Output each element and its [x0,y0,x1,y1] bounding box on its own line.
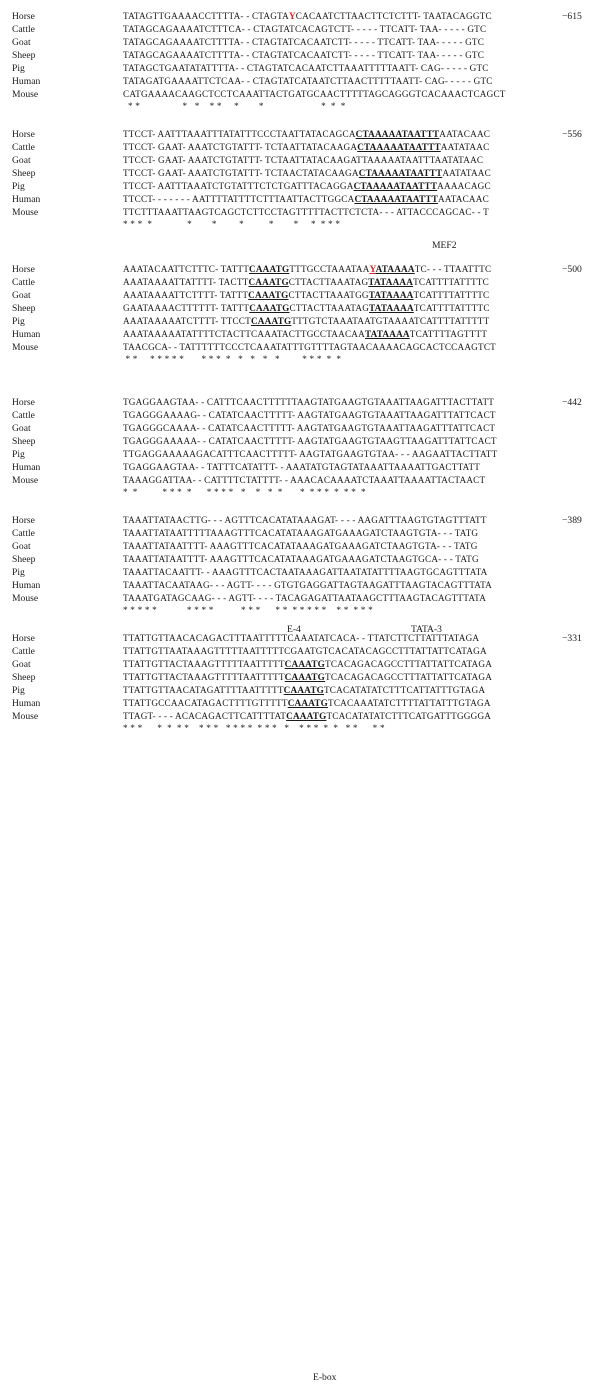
species-label: Horse [12,264,35,275]
species-label: Goat [12,423,31,434]
position-label: −500 [562,264,582,275]
motif-highlight: CTAAAAATAATTT [357,142,441,152]
sequence-segment: AAAACAGC [437,181,491,191]
species-label: Cattle [12,142,35,153]
species-label: Mouse [12,593,39,604]
motif-highlight: CTAAAAATAATTT [358,168,443,178]
motif-label: MEF2 [432,240,457,251]
sequence-segment: AATACAAC [438,194,489,204]
sequence-row [0,276,600,289]
sequence-text [123,36,484,49]
sequence-row [0,62,600,75]
species-label: Mouse [12,342,39,353]
sequence-text [123,341,496,354]
motif-highlight: CAAATG [249,264,290,274]
sequence-row [0,540,600,553]
sequence-row [0,527,600,540]
sequence-segment: TATAGCAGAAAATCTTTCA- - CTAGTATCACAGTCTT- - - - - TTCATT- TAA- - - - - GTC [123,24,487,34]
sequence-segment: TGAGGGCAAAA- - CATATCAACTTTTT- AAGTATGAAGTGTAAATTAAGATTTATTCACT [123,423,496,433]
sequence-segment: TTTGCCTAAATAA [289,264,370,274]
sequence-segment: TTATTGCCAACATAGACTTTTGTTTTT [123,698,288,708]
species-label: Sheep [12,436,36,447]
species-label: Goat [12,290,31,301]
motif-label: E-box [313,1372,337,1383]
species-label: Mouse [12,475,39,486]
sequence-text [123,540,478,553]
sequence-row [0,263,600,276]
alignment-block [0,10,600,120]
sequence-segment: TAAATTATAACTTG- - - AGTTTCACATATAAAGAT- - - - AAGATTTAAGTGTAGTTTATT [123,515,487,525]
conservation-stars: * * * * * * * * * * * [123,101,346,111]
snp-marker: Y [369,264,376,274]
species-label: Goat [12,541,31,552]
sequence-segment: TCATTTTATTTTC [413,290,490,300]
sequence-segment: TTATTGTTACTAAAGTTTTTAATTTTT [123,659,285,669]
sequence-text [123,289,489,302]
sequence-text [123,128,490,141]
species-label: Pig [12,181,25,192]
alignment-block [0,396,600,506]
sequence-segment: TGAGGGAAAAG- - CATATCAACTTTTT- AAGTATGAAGTGTAAATTAAGATTTATTCACT [123,410,496,420]
sequence-text [123,474,485,487]
sequence-text [123,579,492,592]
sequence-text [123,435,497,448]
position-label: −556 [562,129,582,140]
sequence-segment: CATGAAAACAAGCTCCTCAAATTACTGATGCAACTTTTTAGCAGGGTCACAAACTCAGCT [123,89,506,99]
alignment-block [0,128,600,238]
sequence-text [123,658,492,671]
species-label: Cattle [12,646,35,657]
sequence-text [123,671,492,684]
sequence-text [123,10,492,23]
sequence-segment: TATAGCAGAAAATCTTTTA- - CTAGTATCACAATCTT- - - - - TTCATT- TAA- - - - - GTC [123,37,485,47]
sequence-text [123,302,490,315]
sequence-text [123,88,506,101]
sequence-row [0,684,600,697]
sequence-text [123,154,483,167]
sequence-row [0,206,600,219]
position-label: −331 [562,633,582,644]
sequence-row [0,396,600,409]
sequence-text [123,697,491,710]
sequence-segment: TAAATTACAATTT- - AAAGTTTCACTAATAAAGATTAATATATTTTAAGTGCAGTTTATA [123,567,488,577]
sequence-row [0,49,600,62]
sequence-text [123,62,489,75]
sequence-segment: TATAGCTGAATATATTTTA- - CTAGTATCACAATCTTAAATTTTTAATT- CAG- - - - - GTC [123,63,489,73]
species-label: Horse [12,633,35,644]
sequence-row [0,341,600,354]
sequence-segment: TCATTTTATTTTC [413,277,489,287]
sequence-text [123,23,486,36]
sequence-row [0,315,600,328]
sequence-row [0,474,600,487]
sequence-row [0,302,600,315]
sequence-row [0,658,600,671]
sequence-segment: TATAGCAGAAAATCTTTTA- - CTAGTATCACAATCTT- - - - - TTCATT- TAA- - - - - GTC [123,50,485,60]
position-label: −389 [562,515,582,526]
sequence-segment: TAAATTACAATAAG- - - AGTT- - - - GTGTGAGGATTAGTAAGATTTAAGTACAGTTTATA [123,580,493,590]
species-label: Sheep [12,554,36,565]
sequence-text [123,448,497,461]
species-label: Sheep [12,50,36,61]
sequence-segment: TAAATTATAATTTT- AAAGTTTCACATATAAAGATGAAAGATCTAAGTGCA- - - TATG [123,554,479,564]
species-label: Sheep [12,168,36,179]
sequence-segment: TAAATTATAATTTT- AAAGTTTCACATATAAAGATGAAAGATCTAAGTGTA- - - TATG [123,541,478,551]
sequence-text [123,328,487,341]
alignment-block [0,514,600,624]
species-label: Pig [12,316,25,327]
sequence-text [123,409,496,422]
alignment-block [0,632,600,742]
sequence-segment: GAATAAAACTTTTTT- TATTT [123,303,250,313]
sequence-segment: TAAAGGATTAA- - CATTTTCTATTTT- - AAACACAAAATCTAAATTAAAATTACTAACT [123,475,486,485]
conservation-stars: * * * * * * * * * * * * * * * * * * * * [123,354,342,364]
sequence-row [0,141,600,154]
sequence-segment: CTTACTTAAATGG [288,290,369,300]
sequence-segment: TTCCT- - - - - - - AATTTTATTTTCTTTAATTACTTGGCA [123,194,355,204]
sequence-row [0,514,600,527]
sequence-row [0,461,600,474]
sequence-text [123,422,495,435]
motif-highlight: ATAAAA [375,264,415,274]
sequence-segment: TATAGATGAAAATTCTCAA- - CTAGTATCATAATCTTAACTTTTTAATT- CAG- - - - - GTC [123,76,493,86]
sequence-segment: TATAGTTGAAAACCTTTTA- - CTAGTA [123,11,289,21]
sequence-text [123,49,484,62]
sequence-text [123,514,487,527]
sequence-segment: TCACAGACAGCCTTTATTATTCATAGA [325,659,493,669]
species-label: Sheep [12,303,36,314]
species-label: Horse [12,11,35,22]
sequence-row [0,435,600,448]
motif-highlight: CAAATG [286,711,327,721]
motif-highlight: CTAAAAATAATTT [354,194,439,204]
species-label: Pig [12,449,25,460]
species-label: Human [12,329,41,340]
motif-highlight: CTAAAAATAATTT [353,181,438,191]
sequence-row [0,10,600,23]
sequence-text [123,632,479,645]
motif-highlight: CAAATG [248,277,289,287]
species-label: Human [12,462,41,473]
sequence-text [123,566,488,579]
sequence-segment: TTCCT- AATTTAAATCTGTATTTCTCTGATTTACAGGA [123,181,354,191]
sequence-row [0,289,600,302]
sequence-segment: AAATACAATTCTTTC- TATTT [123,264,250,274]
motif-label: TATA-3 [411,624,442,635]
sequence-row [0,193,600,206]
species-label: Human [12,698,41,709]
sequence-segment: TTTGTCTAAATAATGTAAAATCATTTTATTTTT [291,316,490,326]
sequence-row [0,409,600,422]
species-label: Goat [12,155,31,166]
sequence-row [0,75,600,88]
sequence-segment: AAATAAAATTCTTTT- TATTT [123,290,249,300]
sequence-text [123,315,489,328]
sequence-text [123,527,478,540]
motif-highlight: CTAAAAATAATTT [355,129,440,139]
sequence-segment: TTATTGTTACTAAAGTTTTTAATTTTT [123,672,285,682]
motif-highlight: TATAAAA [368,290,414,300]
motif-label: E-4 [287,624,301,635]
species-label: Cattle [12,528,35,539]
motif-highlight: TATAAAA [368,277,414,287]
snp-marker: Y [288,11,296,21]
species-label: Pig [12,63,25,74]
sequence-row [0,422,600,435]
sequence-segment: AAATAAAAATATTTTCTACTTCAAATACTTGCCTAACAA [123,329,365,339]
sequence-row [0,448,600,461]
sequence-segment: TAAATTATAATTTTTAAAGTTTCACATATAAAGATGAAAGATCTAAGTGTA- - - TATG [123,528,479,538]
sequence-row [0,180,600,193]
species-label: Horse [12,129,35,140]
sequence-row [0,566,600,579]
species-label: Mouse [12,89,39,100]
sequence-segment: TGAGGAAGTAA- - CATTTCAACTTTTTTAAGTATGAAGTGTAAATTAAGATTTACTTATT [123,397,495,407]
motif-highlight: CAAATG [284,672,326,682]
sequence-segment: CTTACTTAAATAG [288,277,369,287]
sequence-segment: TGAGGGAAAAA- - CATATCAACTTTTT- AAGTATGAAGTGTAAGTTAAGATTTATTCACT [123,436,497,446]
sequence-segment: TCATTTTAGTTTT [409,329,488,339]
sequence-segment: TC- - - TTAATTTC [414,264,492,274]
sequence-segment: AAATAAAATTATTTT- TACTT [123,277,249,287]
sequence-text [123,710,491,723]
sequence-row [0,36,600,49]
sequence-segment: AATACAAC [439,129,491,139]
sequence-segment: AAATAAAAATCTTTT- TTCCT [123,316,251,326]
sequence-text [123,75,493,88]
sequence-text [123,645,487,658]
sequence-row [0,579,600,592]
position-label: −615 [562,11,582,22]
sequence-text [123,396,494,409]
sequence-segment: TTGAGGAAAAAGACATTTCAACTTTTT- AAGTATGAAGTGTAA- - - AAGAATTACTTATT [123,449,498,459]
sequence-segment: TCACATATATCTTTCATTATTTGTAGA [324,685,486,695]
sequence-segment: TAACGCA- - TATTTTTTCCCTCAAATATTTGTTTTAGTAACAAAACAGCACTCCAAGTCT [123,342,496,352]
sequence-text [123,592,486,605]
sequence-segment: TTCCT- GAAT- AAATCTGTATTT- TCTAACTATACAAGA [123,168,359,178]
sequence-row [0,671,600,684]
sequence-row [0,88,600,101]
sequence-segment: TTCCT- GAAT- AAATCTGTATTT- TCTAATTATACAAGA [123,142,358,152]
sequence-segment: TTAGT- - - - ACACAGACTTCATTTTAT [123,711,287,721]
sequence-row [0,710,600,723]
motif-highlight: CAAATG [287,698,329,708]
species-label: Cattle [12,24,35,35]
sequence-row [0,23,600,36]
sequence-row [0,328,600,341]
sequence-text [123,141,489,154]
conservation-stars: * * * * * * * * * * * * * * * * * * * * * * [123,487,366,497]
sequence-text [123,180,491,193]
sequence-segment: TGAGGAAGTAA- - TATTTCATATTT- - AAATATGTAGTATAAATTAAAATTGACTTATT [123,462,481,472]
species-label: Horse [12,397,35,408]
sequence-segment: TCATTTTATTTTC [413,303,490,313]
sequence-segment: CTTACTTAAATAG [289,303,370,313]
species-label: Cattle [12,410,35,421]
species-label: Horse [12,515,35,526]
sequence-row [0,154,600,167]
alignment-block [0,263,600,373]
sequence-text [123,461,480,474]
sequence-row [0,632,600,645]
motif-highlight: CAAATG [248,290,289,300]
sequence-segment: TTCCT- GAAT- AAATCTGTATTT- TCTAATTATACAAGATTAAAAATAATTTAATATAAC [123,155,484,165]
sequence-row [0,645,600,658]
sequence-segment: TTATTGTTAACACAGACTTTAATTTTTCAAATATCACA- - TTATCTTCTTATTTATAGA [123,633,480,643]
species-label: Sheep [12,672,36,683]
sequence-segment: AATATAAC [442,168,491,178]
motif-highlight: CAAATG [284,659,326,669]
species-label: Human [12,580,41,591]
sequence-text [123,276,489,289]
sequence-segment: TTATTGTTAATAAAGTTTTTAATTTTTCGAATGTCACATACAGCCTTTATTATTCATAGA [123,646,487,656]
sequence-segment: TCACAAATATCTTTTATTATTTGTAGA [328,698,491,708]
species-label: Mouse [12,711,39,722]
species-label: Cattle [12,277,35,288]
position-label: −442 [562,397,582,408]
sequence-row [0,697,600,710]
conservation-stars: * * * * * * * * * * * * * * * * * * * * * * * * [123,605,373,615]
species-label: Goat [12,659,31,670]
sequence-text [123,193,489,206]
conservation-stars: * * * * * * * * * * * * * [123,219,341,229]
motif-highlight: CAAATG [250,316,292,326]
species-label: Pig [12,685,25,696]
sequence-segment: TTCTTTAAATTAAGTCAGCTCTTCCTAGTTTTTACTTCTCTA- - - ATTACCCAGCAC- - T [123,207,489,217]
sequence-segment: TCACATATATCTTTCATGATTTGGGGA [326,711,492,721]
sequence-row [0,167,600,180]
species-label: Human [12,194,41,205]
sequence-text [123,263,491,276]
species-label: Pig [12,567,25,578]
species-label: Goat [12,37,31,48]
sequence-text [123,553,479,566]
motif-highlight: CAAATG [249,303,290,313]
sequence-row [0,128,600,141]
sequence-row [0,553,600,566]
conservation-stars: * * * * * * * * * * * * * * * * * * * * * * * * * * * [123,723,385,733]
sequence-row [0,592,600,605]
species-label: Human [12,76,41,87]
sequence-text [123,206,489,219]
sequence-segment: CACAATCTTAACTTCTCTTT- TAATACAGGTC [295,11,492,21]
motif-highlight: CAAATG [283,685,324,695]
species-label: Mouse [12,207,39,218]
sequence-text [123,167,491,180]
sequence-segment: AATATAAC [440,142,490,152]
sequence-segment: TAAATGATAGCAAG- - - AGTT- - - - TACAGAGATTAATAAGCTTTAAGTACAGTTTATA [123,593,487,603]
sequence-segment: TTCCT- AATTTAAATTTATATTTCCCTAATTATACAGCA [123,129,356,139]
motif-highlight: TATAAAA [369,303,414,313]
sequence-segment: TTATTGTTAACATAGATTTTAATTTTT [123,685,284,695]
sequence-text [123,684,485,697]
motif-highlight: TATAAAA [364,329,410,339]
sequence-segment: TCACAGACAGCCTTTATTATTCATAGA [325,672,493,682]
